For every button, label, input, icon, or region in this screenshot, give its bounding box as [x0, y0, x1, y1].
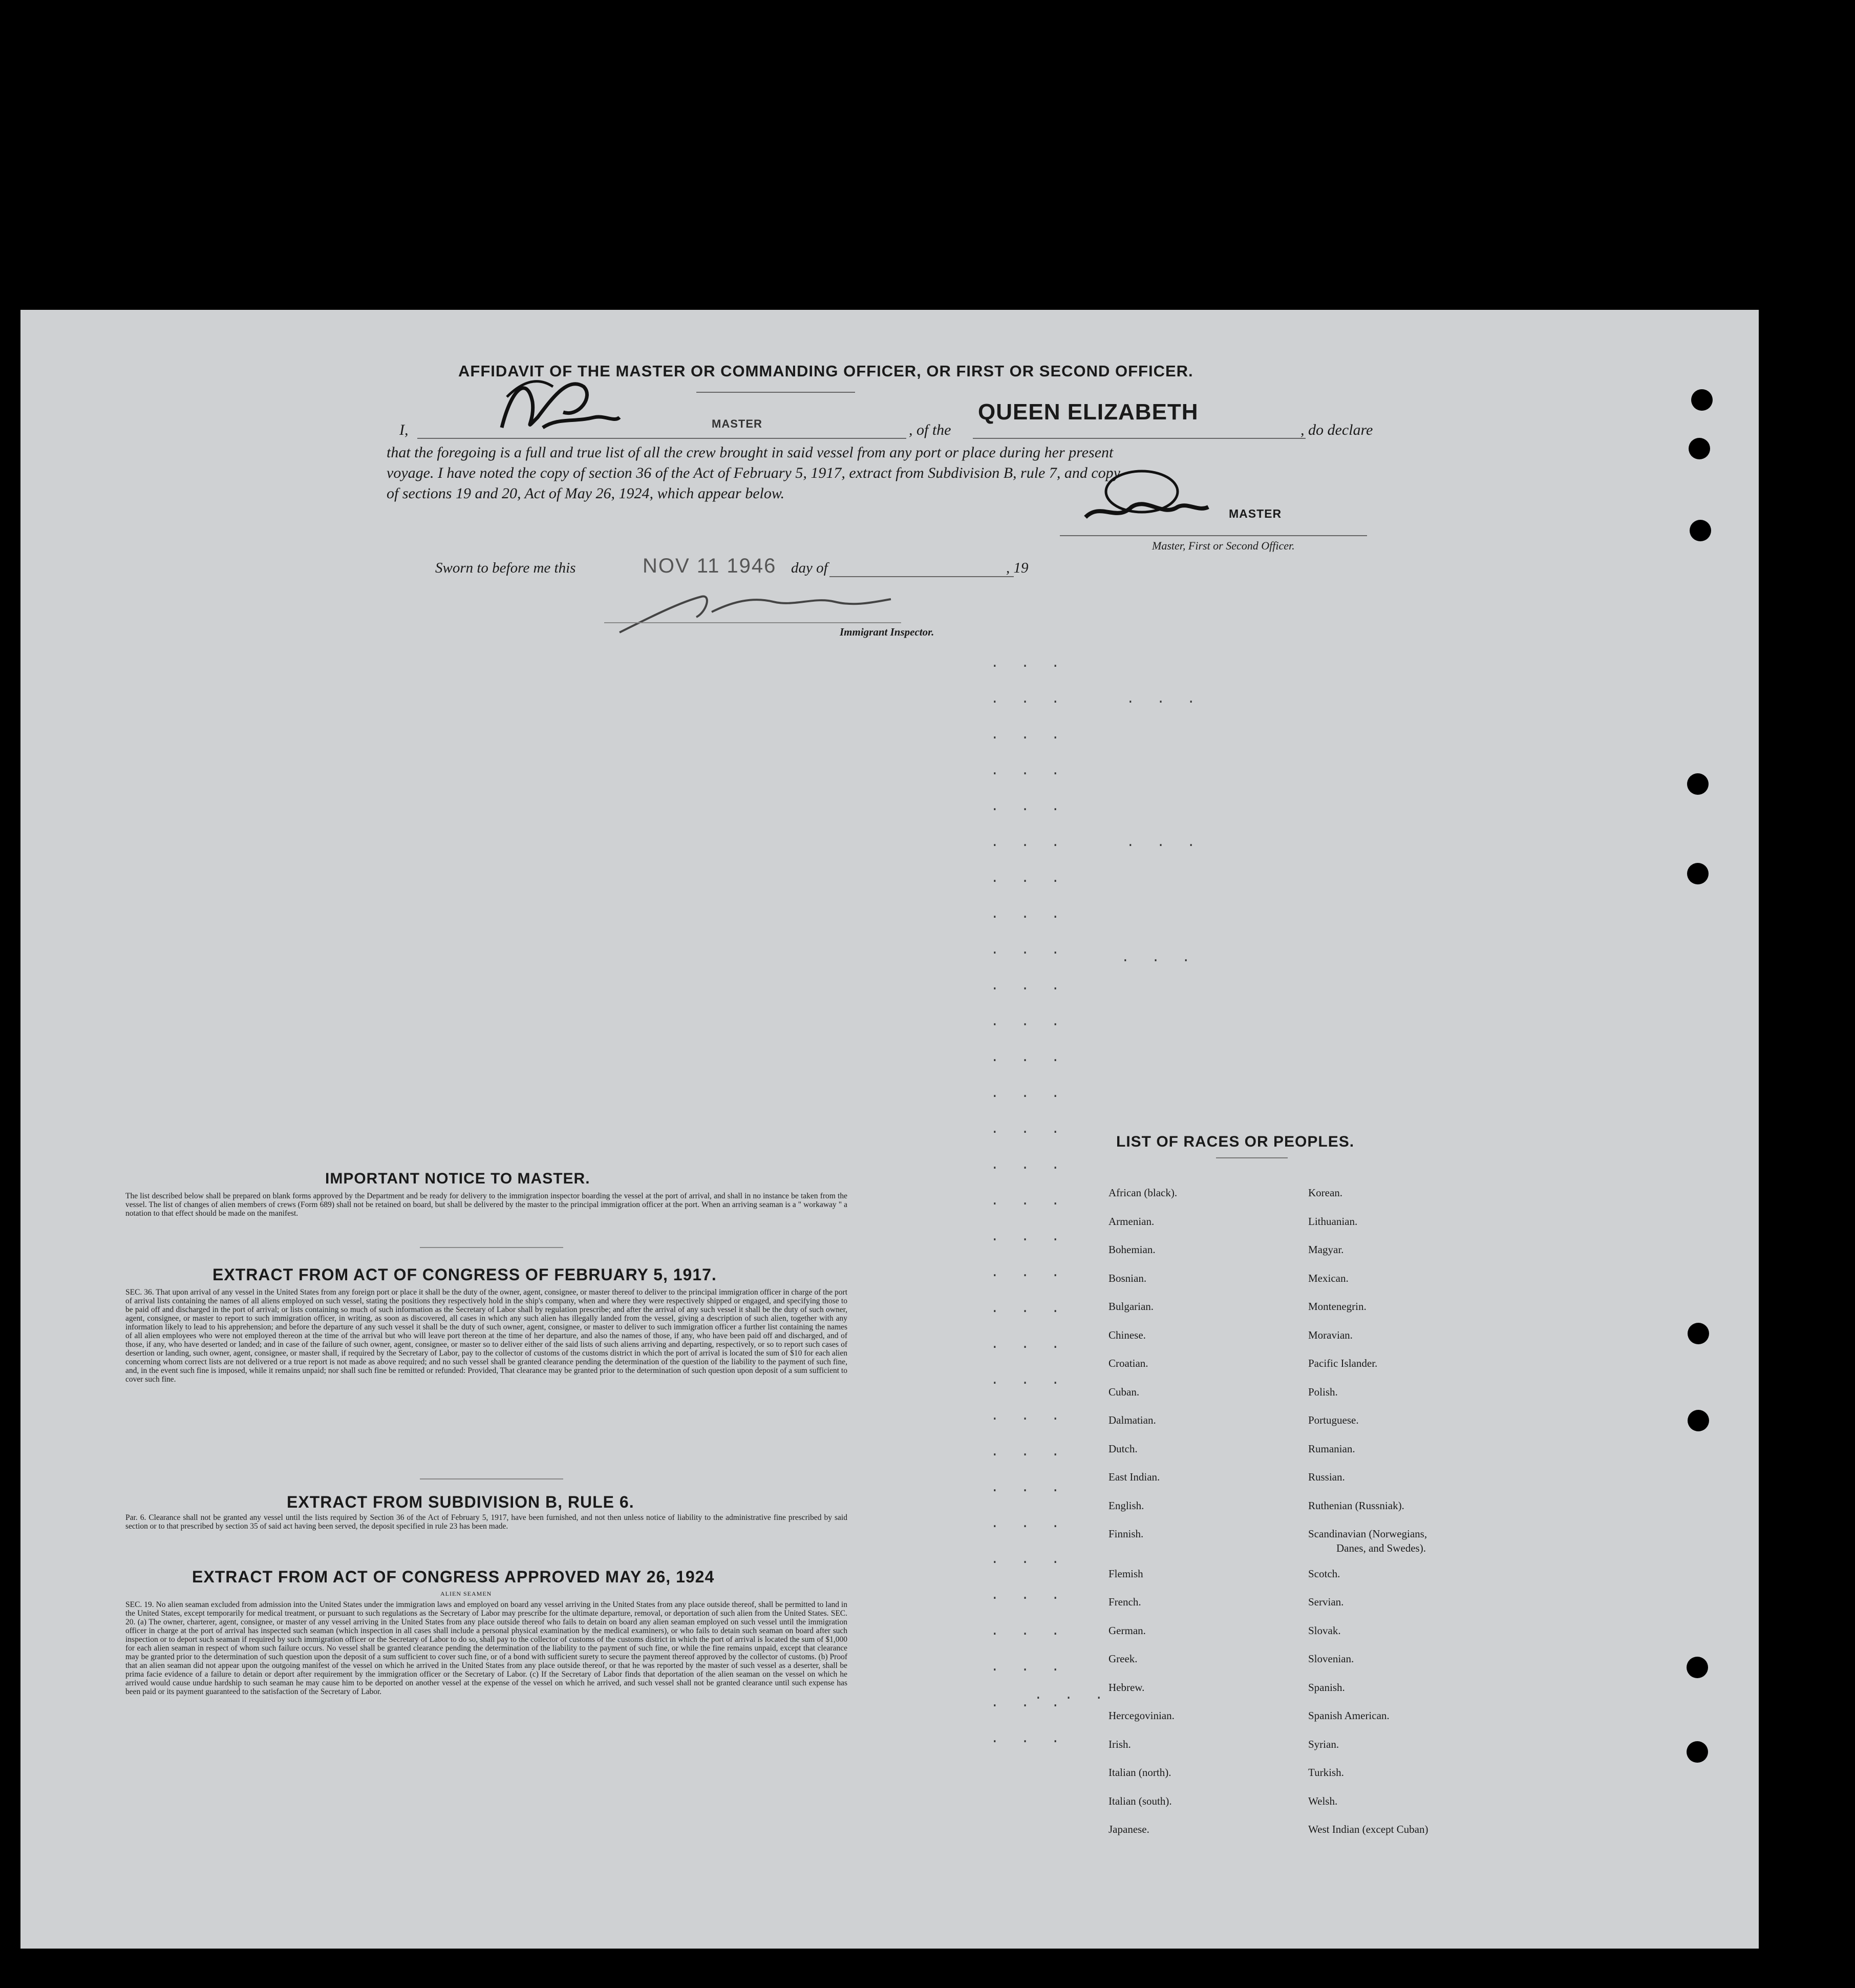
affidavit-rank-stamp: MASTER [712, 417, 762, 430]
races-rule [1216, 1157, 1288, 1158]
extract1924-text: SEC. 19. No alien seaman excluded from admission into the United States under the immigration laws and employed on board any vessel arriving in the United States from any place outside thereof, shall be permitted to land in the United States, except temporarily for medical treatment, or pursuant to such regulations as the Secretary of Labor may prescribe for the ultimate departure, removal, or deportation of such alien from the United States. SEC. 20. (a) The owner, charterer, agent, consignee, or master of any vessel arriving in the United States from any place outside thereof who fails to detain on board any alien seaman employed on such vessel until the immigration officer in charge at the port of arrival has inspected such seaman (which inspection in all cases shall include a personal physical examination by the medical examiners), or who fails to detain such seaman on board after such inspection or to deport such seaman if required by such immigration officer or the Secretary of Labor to do so, shall pay to the collector of customs of the customs district in which the port of arrival is located the sum of $1,000 for each alien seaman in respect of whom such failure occurs. No vessel shall be granted clearance pending the determination of the liability to the payment of such fine, or while the fine remains unpaid, except that clearance may be granted prior to the determination of such question upon the deposit of a sum sufficient to cover such fine, or of a bond with sufficient surety to secure the payment thereof approved by the collector of customs. (b) Proof that an alien seaman did not appear upon the outgoing manifest of the vessel on which he arrived in the United States from any place outside thereof, or that he was reported by the master of such vessel as a deserter, shall be prima facie evidence of a failure to detain or deport after requirement by the immigration officer or the Secretary of Labor. (c) If the Secretary of Labor finds that deportation of the alien seaman on the vessel on which he arrived would cause undue hardship to such seaman he may cause him to be deported on another vessel at the expense of the vessel on which he arrived, and such vessel shall not be granted clearance until such expense has been paid or its payment guaranteed to the satisfaction of the Secretary of Labor. [125, 1600, 847, 1696]
race-item: Korean. [1308, 1187, 1343, 1199]
binder-hole [1687, 1657, 1708, 1678]
notice-text: The list described below shall be prepared on blank forms approved by the Department and be ready for delivery to the immigration inspector boarding the vessel at the port of arrival, and shall in no instance be taken from the vessel. The list of changes of alien members of crews (Form 689) shall not be retained on board, but shall be delivered by the master to the principal immigration officer at the port. When an arriving seaman is a " workaway " a notation to that effect should be made on the manifest. [125, 1192, 847, 1218]
title-underline [696, 392, 855, 393]
form-dots: . . . [991, 1014, 1067, 1029]
race-item: Portuguese. [1308, 1414, 1359, 1426]
race-item: Scandinavian (Norwegians, [1308, 1528, 1427, 1540]
form-dots: . . . [991, 1623, 1067, 1639]
race-item: Chinese. [1108, 1328, 1146, 1341]
extract1917-text: SEC. 36. That upon arrival of any vessel in the United States from any foreign port or place it shall be the duty of the owner, agent, consignee, or master thereof to deliver to the principal immigration officer in charge of the port of arrival lists containing the names of all aliens employed on such vessel, stating the positions they respectively hold in the ship's company, when and where they were respectively shipped or engaged, and specifying those to be paid off and discharged in the port of arrival; or lists containing so much of such information as the Secretary of Labor shall by regulation prescribe; and after the arrival of any such vessel it shall be the duty of such owner, agent, consignee, or master to report to such immigration officer, in writing, as soon as discovered, all cases in which any such alien has illegally landed from the vessel, giving a description of such alien, together with any information likely to lead to his apprehension; and before the departure of any such vessel it shall be the duty of such owner, agent, consignee, or master to deliver to such immigration officer a further list containing the names of all alien employees who were not employed thereon at the time of the arrival but who will leave port thereon at the time of her departure, and also the names of those, if any, who have been paid off and discharged, and of those, if any, who have deserted or landed; and in case of the failure of such owner, agent, consignee, or master so to deliver either of the said lists of such aliens arriving and departing, respectively, or so to report such cases of desertion or landing, such owner, agent, consignee, or master shall, if required by the Secretary of Labor, pay to the collector of customs of the customs district in which the port of arrival is located the sum of $10 for each alien concerning whom correct lists are not delivered or a true report is not made as above required; and no such vessel shall be granted clearance pending the determination of the question of the liability to the payment of such fine, and, in the event such fine is imposed, while it remains unpaid; nor shall such fine be remitted or refunded: Provided, That clearance may be granted prior to the determination of such question upon deposit of a sum sufficient to cover such fine. [125, 1288, 847, 1384]
affidavit-line3: voyage. I have noted the copy of section 36 of the Act of February 5, 1917, extract from Subdivision B, rule 7, and copy [387, 464, 1120, 481]
race-item: Dutch. [1108, 1442, 1138, 1455]
race-item: Magyar. [1308, 1243, 1344, 1256]
form-dots: . . . [991, 1731, 1067, 1746]
race-item: Hebrew. [1108, 1681, 1145, 1694]
race-item: Croatian. [1108, 1357, 1148, 1369]
form-dots: . . . [991, 763, 1067, 778]
race-item: Dalmatian. [1108, 1414, 1156, 1426]
race-item: French. [1108, 1596, 1141, 1608]
officer-signature-line [1060, 535, 1367, 536]
race-item: Bulgarian. [1108, 1300, 1154, 1313]
form-dots: . . . [991, 1444, 1067, 1460]
race-item: Bohemian. [1108, 1243, 1156, 1256]
sworn-day-of: day of [791, 560, 828, 576]
extract1924-subtitle: ALIEN SEAMEN [440, 1590, 492, 1597]
race-continuation: Danes, and Swedes). [1336, 1542, 1426, 1554]
officer-signature [1080, 466, 1234, 527]
form-dots: . . . [991, 1480, 1067, 1495]
sworn-month-line [829, 576, 1014, 577]
race-item: Syrian. [1308, 1738, 1339, 1750]
sworn-prefix: Sworn to before me this [435, 560, 576, 576]
race-item: Greek. [1108, 1653, 1138, 1665]
form-dots: . . . [991, 1552, 1067, 1567]
form-dots: . . . [1126, 691, 1203, 707]
binder-hole [1689, 438, 1710, 459]
form-dots: . . . [991, 1193, 1067, 1209]
vessel-line [973, 438, 1306, 439]
race-item: Scotch. [1308, 1567, 1340, 1580]
binder-hole [1687, 863, 1709, 884]
affidavit-declare: , do declare [1300, 421, 1373, 438]
sworn-year: , 19 [1006, 560, 1029, 576]
form-dots: . . . [991, 1050, 1067, 1065]
extract1917-title: EXTRACT FROM ACT OF CONGRESS OF FEBRUARY 5, 1917. [212, 1265, 717, 1284]
extract1924-title: EXTRACT FROM ACT OF CONGRESS APPROVED MAY 26, 1924 [192, 1568, 715, 1586]
form-dots: . . . [991, 1086, 1067, 1101]
form-dots: . . . [1034, 1687, 1111, 1703]
notice-rule [420, 1247, 563, 1248]
form-dots: . . . [991, 906, 1067, 922]
form-dots: . . . [991, 1265, 1067, 1280]
form-dots: . . . [991, 655, 1067, 671]
race-item: Spanish. [1308, 1681, 1345, 1694]
race-item: Mexican. [1308, 1272, 1349, 1284]
inspector-line [604, 622, 901, 623]
binder-hole [1687, 1741, 1708, 1763]
binder-hole [1690, 520, 1711, 541]
race-item: East Indian. [1108, 1471, 1160, 1483]
form-dots: . . . [991, 1229, 1067, 1244]
form-dots: . . . [991, 1659, 1067, 1675]
race-item: Lithuanian. [1308, 1215, 1358, 1228]
form-dots: . . . [991, 691, 1067, 707]
race-item: Turkish. [1308, 1766, 1344, 1779]
binder-hole [1688, 1323, 1709, 1344]
race-item: Flemish [1108, 1567, 1143, 1580]
document-sheet [20, 310, 1759, 1949]
officer-caption: Master, First or Second Officer. [1152, 539, 1295, 552]
race-item: Moravian. [1308, 1328, 1353, 1341]
race-item: Irish. [1108, 1738, 1131, 1750]
rank-line [417, 438, 906, 439]
form-dots: . . . [991, 1337, 1067, 1352]
form-dots: . . . [991, 1516, 1067, 1531]
race-item: Welsh. [1308, 1794, 1338, 1807]
race-item: Armenian. [1108, 1215, 1155, 1228]
subdivision-text: Par. 6. Clearance shall not be granted any vessel until the lists required by Section 36 of the Act of February 5, 1917, have been furnished, and not then unless notice of liability to the administrative fine prescribed by said section or to that prescribed by section 35 of said act having been served, the deposit specified in rule 23 has been made. [125, 1513, 847, 1531]
form-dots: . . . [991, 1372, 1067, 1388]
race-item: Montenegrin. [1308, 1300, 1367, 1313]
affidavit-line4: of sections 19 and 20, Act of May 26, 1924, which appear below. [387, 485, 785, 502]
form-dots: . . . [991, 942, 1067, 958]
form-dots: . . . [991, 1695, 1067, 1710]
form-dots: . . . [991, 1122, 1067, 1137]
race-item: Polish. [1308, 1385, 1338, 1398]
race-item: Pacific Islander. [1308, 1357, 1378, 1369]
race-item: Rumanian. [1308, 1442, 1355, 1455]
binder-hole [1687, 773, 1709, 795]
form-dots: . . . [991, 1301, 1067, 1316]
binder-hole [1688, 1410, 1709, 1431]
affidavit-title: AFFIDAVIT OF THE MASTER OR COMMANDING OFFICER, OR FIRST OR SECOND OFFICER. [458, 362, 1193, 380]
race-item: Russian. [1308, 1471, 1345, 1483]
vessel-name: QUEEN ELIZABETH [978, 399, 1199, 425]
race-item: West Indian (except Cuban) [1308, 1823, 1428, 1835]
race-item: African (black). [1108, 1187, 1178, 1199]
race-item: Spanish American. [1308, 1709, 1390, 1722]
notice-title: IMPORTANT NOTICE TO MASTER. [325, 1170, 590, 1187]
race-item: Slovenian. [1308, 1653, 1354, 1665]
race-item: Hercegovinian. [1108, 1709, 1175, 1722]
sworn-date-stamp: NOV 11 1946 [643, 555, 777, 577]
form-dots: . . . [991, 871, 1067, 886]
inspector-caption: Immigrant Inspector. [840, 626, 934, 638]
form-dots: . . . [991, 835, 1067, 850]
form-dots: . . . [1121, 950, 1198, 965]
race-item: Finnish. [1108, 1528, 1144, 1540]
binder-hole [1691, 389, 1713, 411]
race-item: English. [1108, 1499, 1144, 1512]
race-item: Japanese. [1108, 1823, 1149, 1835]
form-dots: . . . [991, 727, 1067, 743]
subdivision-title: EXTRACT FROM SUBDIVISION B, RULE 6. [287, 1493, 634, 1511]
form-dots: . . . [1126, 835, 1203, 850]
affidavit-line2: that the foregoing is a full and true list of all the crew brought in said vessel from any port or place during her present [387, 444, 1114, 461]
form-dots: . . . [991, 799, 1067, 814]
officer-stamp-master: MASTER [1229, 507, 1282, 520]
form-dots: . . . [991, 978, 1067, 993]
extract1917-rule [420, 1478, 563, 1479]
race-item: Ruthenian (Russniak). [1308, 1499, 1404, 1512]
form-dots: . . . [991, 1157, 1067, 1173]
form-dots: . . . [991, 1588, 1067, 1603]
form-dots: . . . [991, 1408, 1067, 1424]
race-item: Italian (north). [1108, 1766, 1171, 1779]
affidavit-i: I, [399, 421, 409, 438]
master-signature [492, 366, 625, 448]
race-item: German. [1108, 1624, 1146, 1637]
races-title: LIST OF RACES OR PEOPLES. [1116, 1133, 1355, 1150]
affidavit-of-the: , of the [909, 421, 951, 438]
race-item: Slovak. [1308, 1624, 1341, 1637]
race-item: Cuban. [1108, 1385, 1140, 1398]
race-item: Servian. [1308, 1596, 1344, 1608]
race-item: Bosnian. [1108, 1272, 1147, 1284]
race-item: Italian (south). [1108, 1794, 1172, 1807]
